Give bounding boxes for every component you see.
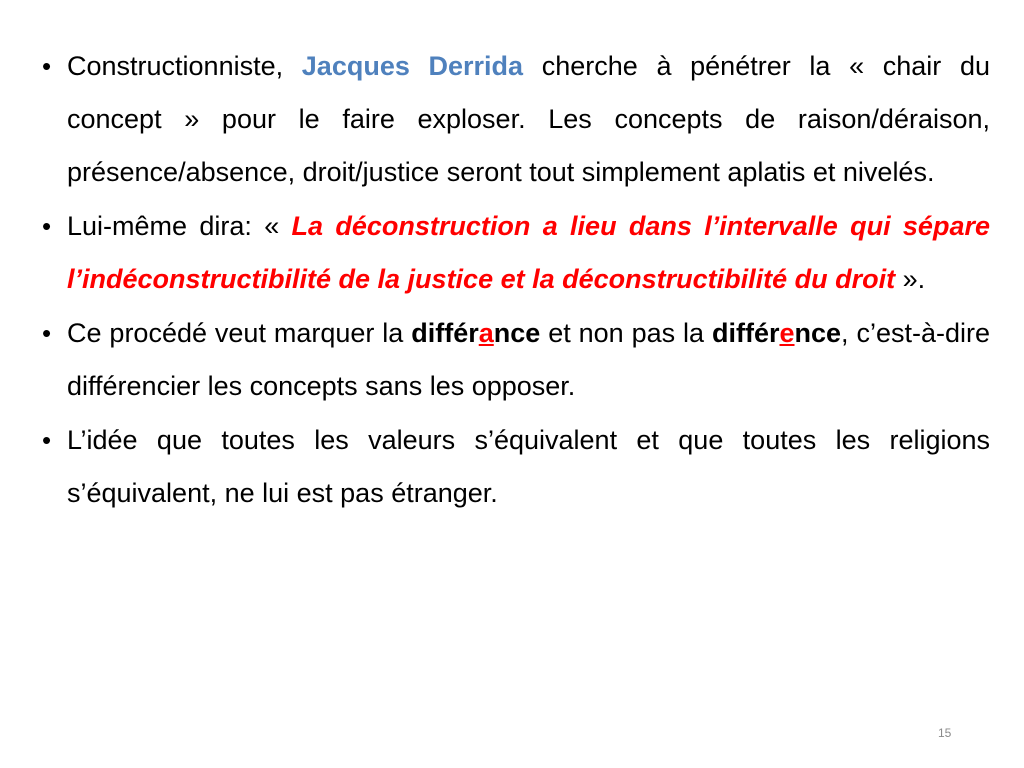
highlighted-letter-e: e — [779, 318, 795, 348]
word-differance — [411, 318, 540, 348]
word-differance-end: nce — [493, 318, 541, 348]
bullet-icon: • — [42, 318, 52, 348]
word-difference-start: différ — [711, 318, 780, 348]
bullet-icon: • — [42, 211, 52, 241]
bullet-item-derrida — [40, 40, 990, 199]
bullet-item-differance — [40, 307, 990, 413]
highlighted-name: Jacques Derrida — [301, 51, 524, 81]
word-difference-end: nce — [794, 318, 842, 348]
bullet-list — [40, 40, 990, 520]
bullet-text: L’idée que toutes les valeurs s’équivalent et que toutes les religions s’équivalent, ne lui est pas étranger. — [67, 425, 990, 508]
bullet-text-post: ». — [895, 264, 926, 294]
bullet-icon: • — [42, 425, 52, 455]
slide-content — [40, 40, 990, 521]
bullet-text-post: , c’est-à-dire différencier les concepts sans les opposer. — [67, 318, 990, 401]
word-difference — [712, 318, 841, 348]
highlighted-letter-a: a — [478, 318, 494, 348]
bullet-item-quote — [40, 200, 990, 306]
bullet-text-pre: Constructionniste, — [67, 51, 302, 81]
bullet-text-pre: Lui-même dira: « — [67, 211, 292, 241]
page-number: 15 — [938, 726, 952, 740]
bullet-text-pre: Ce procédé veut marquer la — [67, 318, 412, 348]
bullet-item-valeurs — [40, 414, 990, 520]
bullet-text-mid: et non pas la — [540, 318, 712, 348]
bullet-text-post: cherche à pénétrer la « chair du concept » pour le faire exploser. Les concepts de raison/déraison, présence/absence, droit/justice seront tout simplement aplatis et nivelés. — [67, 51, 990, 187]
word-differance-start: différ — [411, 318, 479, 348]
bullet-icon: • — [42, 51, 52, 81]
red-quote: La déconstruction a lieu dans l’intervalle qui sépare l’indéconstructibilité de la justice et la déconstructibilité du droit — [67, 211, 990, 294]
